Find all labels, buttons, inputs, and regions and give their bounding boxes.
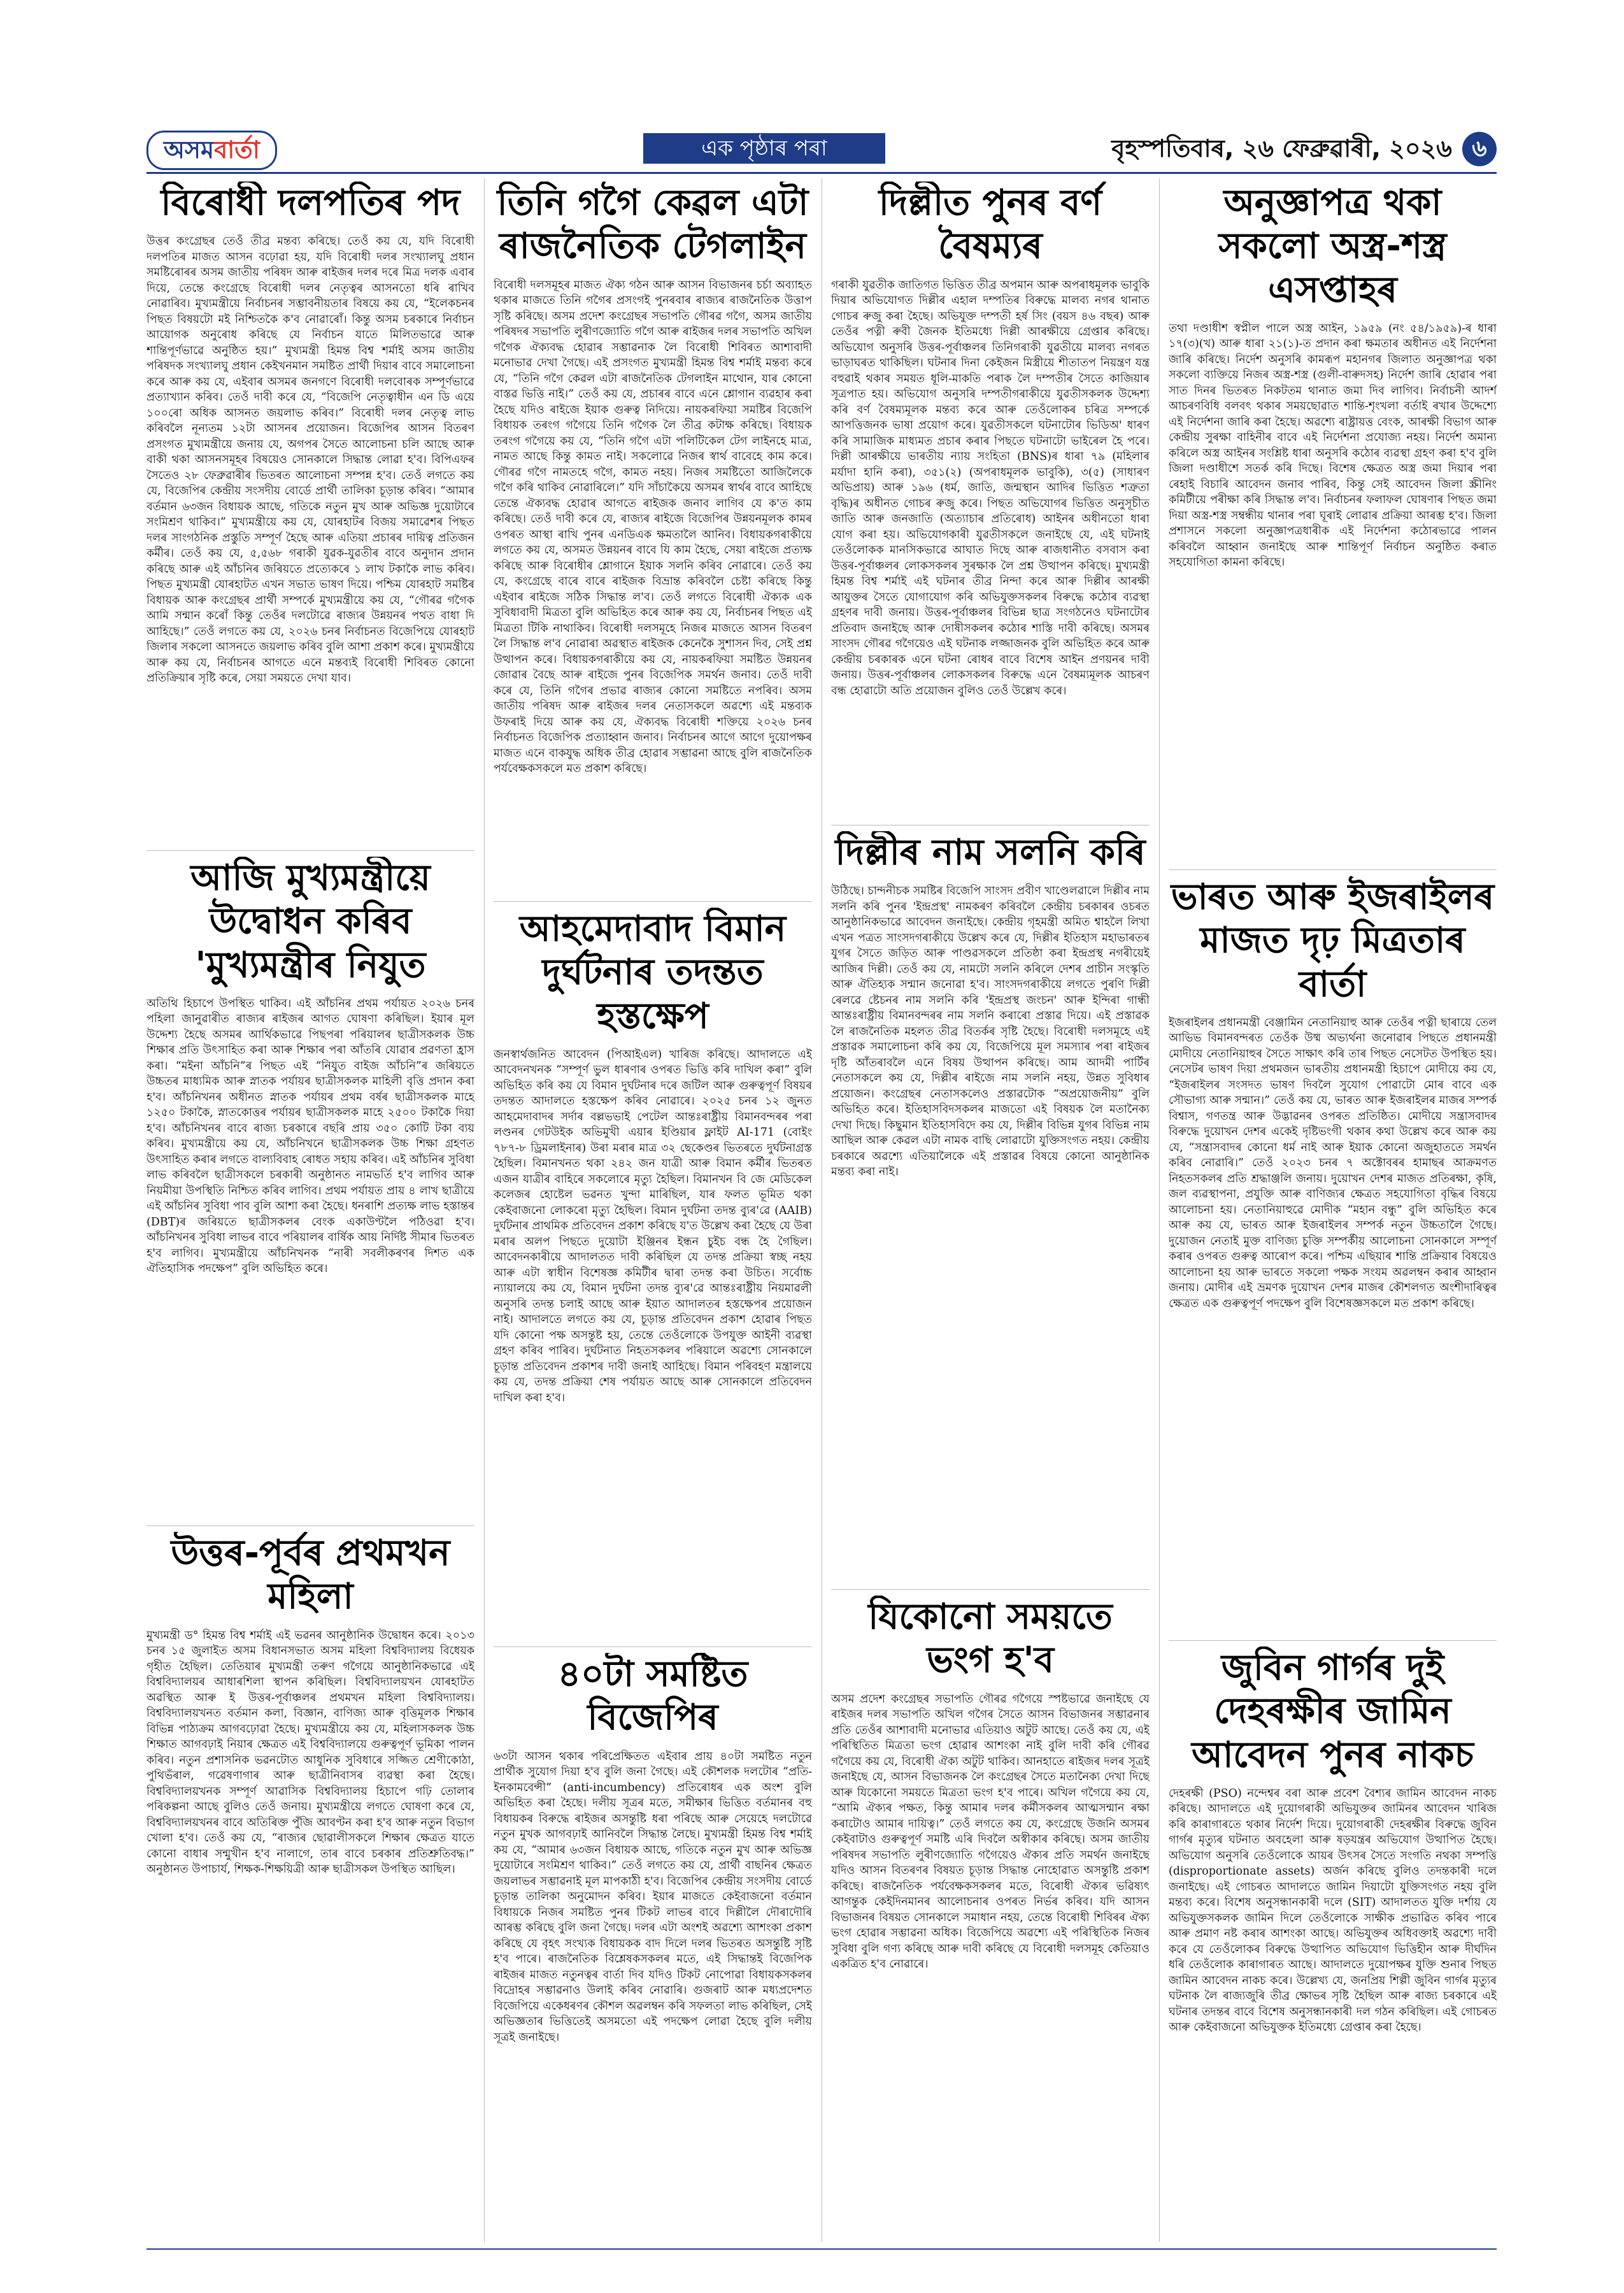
article-divider bbox=[146, 1525, 474, 1526]
article-zubeen-garg-bail bbox=[1169, 1647, 1497, 2239]
article-arms-license bbox=[1169, 182, 1497, 863]
logo-accent-text: বার্তা bbox=[214, 136, 260, 164]
article-bjp-40-constituencies bbox=[494, 1653, 812, 2239]
page-number: ৬ bbox=[1462, 132, 1497, 166]
article-body: ইজৰাইলৰ প্ৰধানমন্ত্ৰী বেঞ্জামিন নেতানিয়াহু আৰু তেওঁৰ পত্নী ছাৰায়ে তেল আভিভ বিমানবন্দৰত তেওঁক উষ্ম অভ্যৰ্থনা জনোৱাৰ পিছতে প্ৰধানমন্ত্ৰী মোদীয়ে নেতানিয়াহুৰ সৈতে সাক্ষাৎ কৰি তাৰ পিছত নেসেটত উপস্থিত হয়। নেসেটৰ ভাষণ দিয়া প্ৰথমজন ভাৰতীয় প্ৰধানমন্ত্ৰী হিচাপে মোদীয়ে কয় যে, “ইজৰাইলৰ সংসদত ভাষণ দিবলৈ সুযোগ পোৱাটো মোৰ বাবে এক সৌভাগ্য আৰু সন্মান।” তেওঁ কয় যে, ভাৰত আৰু ইজৰাইলৰ মাজৰ সম্পৰ্ক বিশ্বাস, গণতন্ত্ৰ আৰু উদ্ভাৱনৰ ওপৰত প্ৰতিষ্ঠিত। মোদীয়ে সন্ত্ৰাসবাদৰ বিৰুদ্ধে দুয়োখন দেশৰ একেই দৃষ্টিভংগী থকাৰ কথা উল্লেখ কৰে আৰু কয় যে, “সন্ত্ৰাসবাদৰ কোনো ধৰ্ম নাই আৰু ইয়াক কোনো অজুহাততে সমৰ্থন কৰিব নোৱাৰি।” তেওঁ ২০২৩ চনৰ ৭ অক্টোবৰৰ হামাছৰ আক্ৰমণত নিহতসকলৰ প্ৰতি শ্ৰদ্ধাঞ্জলি জনায়। দুয়োখন দেশৰ মাজত প্ৰতিৰক্ষা, কৃষি, জল ব্যৱস্থাপনা, প্ৰযুক্তি আৰু বাণিজ্যৰ ক্ষেত্ৰত সহযোগিতা বৃদ্ধিৰ বিষয়ে আলোচনা হয়। নেতানিয়াহুৱে মোদীক “মহান বন্ধু” বুলি অভিহিত কৰে আৰু কয় যে, ভাৰত আৰু ইজৰাইলৰ সম্পৰ্ক নতুন উচ্চতালৈ গৈছে। দুয়োজন নেতাই মুক্ত বাণিজ্য চুক্তি সম্পৰ্কীয় আলোচনা সোনকালে সম্পূৰ্ণ কৰাৰ ওপৰত গুৰুত্ব আৰোপ কৰে। পশ্চিম এছিয়াৰ শান্তি প্ৰক্ৰিয়াৰ বিষয়েও আলোচনা হয় আৰু ভাৰতে সকলো পক্ষক সংযম অৱলম্বন কৰাৰ আহ্বান জনায়। মোদীৰ এই ভ্ৰমণক দুয়োখন দেশৰ মাজৰ কৌশলগত অংশীদাৰিত্বৰ ক্ষেত্ৰত এক গুৰুত্বপূৰ্ণ পদক্ষেপ বুলি বিশেষজ্ঞসকলে মত প্ৰকাশ কৰিছে। bbox=[1169, 1016, 1497, 1310]
section-label: এক পৃষ্ঠাৰ পৰা bbox=[643, 133, 885, 164]
headline: তিনি গগৈ কেৱল এটা ৰাজনৈতিক টেগলাইন bbox=[497, 182, 809, 268]
article-divider bbox=[831, 1589, 1150, 1590]
article-divider bbox=[494, 901, 812, 902]
article-body: অসম প্ৰদেশ কংগ্ৰেছৰ সভাপতি গৌৰৱ গগৈয়ে স্পষ্টভাৱে জনাইছে যে ৰাইজৰ দলৰ সভাপতি অখিল গগৈৰ সৈতে আসন বিভাজনৰ সম্ভাৱনাৰ প্ৰতি তেওঁৰ আশাবাদী মনোভাৱ এতিয়াও অটুট আছে। তেওঁ কয় যে, এই পৰিস্থিতিত মিত্ৰতা ভংগ হোৱাৰ আশংকা নাই বুলি দাবী কৰি গৌৰৱ গগৈয়ে কয় যে, বিৰোধী ঐক্য অটুট থাকিব। আনহাতে ৰাইজৰ দলৰ সূত্ৰই জনাইছে যে, আসন বিভাজনক লৈ কংগ্ৰেছৰ সৈতে মতানৈক্য দেখা দিছে আৰু যিকোনো সময়তে মিত্ৰতা ভংগ হ'ব পাৰে। অখিল গগৈয়ে কয় যে, “আমি ঐক্যৰ পক্ষত, কিন্তু আমাৰ দলৰ কৰ্মীসকলৰ আত্মসন্মান ৰক্ষা কৰাটোও আমাৰ দায়িত্ব।” তেওঁ লগতে কয় যে, কংগ্ৰেছে উজনি অসমৰ কেইবাটাও গুৰুত্বপূৰ্ণ সমষ্টি এৰি দিবলৈ অস্বীকাৰ কৰিছে। অসম জাতীয় পৰিষদৰ সভাপতি লুৰীণজ্যোতি গগৈয়েও ঐক্যৰ প্ৰতি সমৰ্থন জনাইছে যদিও আসন বিতৰণৰ বিষয়ত চূড়ান্ত সিদ্ধান্ত নোহোৱাত অসন্তুষ্টি প্ৰকাশ কৰিছে। ৰাজনৈতিক পৰ্যবেক্ষকসকলৰ মতে, বিৰোধী ঐক্যৰ ভৱিষ্যৎ আগন্তুক কেইদিনমানৰ আলোচনাৰ ওপৰত নিৰ্ভৰ কৰিব। যদি আসন বিভাজনৰ বিষয়ত সোনকালে সমাধান নহয়, তেন্তে বিৰোধী শিবিৰৰ ঐক্য ভংগ হোৱাৰ সম্ভাৱনা অধিক। বিজেপিয়ে অৱশ্যে এই পৰিস্থিতিক নিজৰ সুবিধা বুলি গণ্য কৰিছে আৰু দাবী কৰিছে যে বিৰোধী দলসমূহ কেতিয়াও একত্ৰিত হ'ব নোৱাৰে। bbox=[831, 1692, 1150, 1971]
masthead-rule bbox=[146, 172, 1497, 174]
article-body: দেহৰক্ষী (PSO) নন্দেশ্বৰ বৰা আৰু প্ৰবেশ বৈশ্যৰ জামিন আবেদন নাকচ কৰিছে। আদালতে এই দুয়োগৰাকী অভিযুক্তৰ জামিনৰ আবেদন খাৰিজ কৰি কাৰাগাৰতে থকাৰ নিৰ্দেশ দিয়ে। দুয়োগৰাকী দেহৰক্ষীৰ বিৰুদ্ধে জুবিন গাৰ্গৰ মৃত্যুৰ ঘটনাত অবহেলা আৰু ষড়যন্ত্ৰৰ অভিযোগ উত্থাপিত হৈছে। অভিযোগ অনুসৰি তেওঁলোকে আয়ৰ উৎসৰ সৈতে সংগতি নথকা সম্পত্তি (disproportionate assets) অৰ্জন কৰিছে বুলিও তদন্তকাৰী দলে জনাইছে। এই গোচৰত আদালতে জামিন দিয়াটো যুক্তিসংগত নহয় বুলি মন্তব্য কৰে। বিশেষ অনুসন্ধানকাৰী দলে (SIT) আদালতত যুক্তি দৰ্শায় যে অভিযুক্তসকলক জামিন দিলে তেওঁলোকে সাক্ষীক প্ৰভাৱিত কৰিব পাৰে আৰু প্ৰমাণ নষ্ট কৰাৰ আশংকা আছে। অভিযুক্তৰ অধিবক্তাই অৱশ্যে দাবী কৰে যে তেওঁলোকৰ বিৰুদ্ধে উত্থাপিত অভিযোগ ভিত্তিহীন আৰু দীৰ্ঘদিন ধৰি তেওঁলোক কাৰাগাৰত আছে। আদালতে দুয়োপক্ষৰ যুক্তি শুনাৰ পিছত জামিন আবেদন নাকচ কৰে। উল্লেখ্য যে, জনপ্ৰিয় শিল্পী জুবিন গাৰ্গৰ মৃত্যুৰ ঘটনাক লৈ ৰাজ্যজুৰি তীব্ৰ ক্ষোভৰ সৃষ্টি হৈছিল আৰু ৰাজ্য চৰকাৰে এই ঘটনাৰ তদন্তৰ বাবে বিশেষ অনুসন্ধানকাৰী দল গঠন কৰিছিল। এই গোচৰত আৰু কেইবাজনো অভিযুক্তক ইতিমধ্যে গ্ৰেপ্তাৰ কৰা হৈছে। bbox=[1169, 1787, 1497, 2034]
footer-rule bbox=[146, 2248, 1497, 2250]
article-ahmedabad-crash bbox=[494, 908, 812, 1640]
article-alliance-break bbox=[831, 1596, 1150, 2239]
headline: আহমেদাবাদ বিমান দুৰ্ঘটনাৰ তদন্তত হস্তক্ষেপ bbox=[519, 908, 787, 1037]
article-opposition-leader bbox=[146, 182, 474, 844]
masthead bbox=[146, 131, 1497, 169]
article-body: গৰাকী যুৱতীক জাতিগত ভিত্তিত তীব্ৰ অপমান আৰু অপৰাধমূলক ভাবুকি দিয়াৰ অভিযোগত দিল্লীৰ এহাল দম্পতিৰ বিৰুদ্ধে মালব্য নগৰ থানাত গোচৰ ৰুজু কৰা হৈছে। অভিযুক্ত দম্পতী হৰ্ষ সিং (বয়স ৪৬ বছৰ) আৰু তেওঁৰ পত্নী ৰুবী জৈনক ইতিমধ্যে দিল্লী আৰক্ষীয়ে গ্ৰেপ্তাৰ কৰিছে। অভিযোগ অনুসৰি উত্তৰ-পূৰ্বাঞ্চলৰ তিনিগৰাকী যুৱতীয়ে মালব্য নগৰত ভাড়াঘৰত থাকিছিল। ঘটনাৰ দিনা কেইজন মিস্ত্ৰীয়ে শীতাতপ নিয়ন্ত্ৰণ যন্ত্ৰ বহুৱাই থকাৰ সময়ত ধূলি-মাকতি পৰাক লৈ দম্পতীৰ সৈতে কাজিয়াৰ সূত্ৰপাত হয়। অভিযোগ অনুসৰি দম্পতীগৰাকীয়ে যুৱতীসকলক উদ্দেশ্য কৰি বৰ্ণ বৈষম্যমূলক মন্তব্য কৰে আৰু তেওঁলোকৰ চৰিত্ৰ সম্পৰ্কে আপত্তিজনক ভাষা প্ৰয়োগ কৰে। যুৱতীসকলে ঘটনাটোৰ ভিডিঅ' ধাৰণ কৰি সামাজিক মাধ্যমত প্ৰচাৰ কৰাৰ পিছতে ঘটনাটো ভাইৰেল হৈ পৰে। দিল্লী আৰক্ষীয়ে ভাৰতীয় ন্যায় সংহিতা (BNS)ৰ ধাৰা ৭৯ (মহিলাৰ মৰ্যাদা হানি কৰা), ৩৫১(২) (অপৰাধমূলক ভাবুকি), ৩(৫) (সাধাৰণ অভিপ্ৰায়) আৰু ১৯৬ (ধৰ্ম, জাতি, জন্মস্থান আদিৰ ভিত্তিত শত্ৰুতা বৃদ্ধি)ৰ অধীনত গোচৰ ৰুজু কৰে। পিছত অভিযোগৰ ভিত্তিত অনুসূচীত জাতি আৰু জনজাতি (অত্যাচাৰ প্ৰতিৰোধ) আইনৰ অধীনতো ধাৰা যোগ কৰা হয়। অভিযোগকাৰী যুৱতীসকলে জনাইছে যে, এই ঘটনাই তেওঁলোকক মানসিকভাৱে আঘাত দিছে আৰু ৰাজধানীত বসবাস কৰা উত্তৰ-পূৰ্বাঞ্চলৰ লোকসকলৰ সুৰক্ষাক লৈ প্ৰশ্ন উত্থাপন কৰিছে। মুখ্যমন্ত্ৰী হিমন্ত বিশ্ব শৰ্মাই এই ঘটনাৰ তীব্ৰ নিন্দা কৰে আৰু দিল্লীৰ আৰক্ষী আয়ুক্তৰ সৈতে যোগাযোগ কৰি অভিযুক্তসকলৰ বিৰুদ্ধে কঠোৰ ব্যৱস্থা গ্ৰহণৰ দাবী জনায়। উত্তৰ-পূৰ্বাঞ্চলৰ বিভিন্ন ছাত্ৰ সংগঠনেও ঘটনাটোৰ প্ৰতিবাদ জনাইছে আৰু দোষীসকলৰ কঠোৰ শাস্তি দাবী কৰিছে। অসমৰ সাংসদ গৌৰৱ গগৈয়েও এই ঘটনাক লজ্জাজনক বুলি অভিহিত কৰে আৰু কেন্দ্ৰীয় চৰকাৰক এনে ঘটনা ৰোধৰ বাবে বিশেষ আইন প্ৰণয়নৰ দাবী জনায়। উত্তৰ-পূৰ্বাঞ্চলৰ লোকসকলৰ বিৰুদ্ধে এনে বৈষম্যমূলক আচৰণ বন্ধ হোৱাটো অতি প্ৰয়োজন বুলিও তেওঁ উল্লেখ কৰে। bbox=[831, 278, 1150, 697]
headline: দিল্লীত পুনৰ বৰ্ণ বৈষম্যৰ bbox=[878, 182, 1102, 268]
logo-text: অসম bbox=[164, 136, 215, 164]
article-body: অতিথি হিচাপে উপস্থিত থাকিব। এই আঁচনিৰ প্ৰথম পৰ্যায়ত ২০২৬ চনৰ পহিলা জানুৱাৰীত ৰাজ্যৰ ৰাইজৰ আগত ঘোষণা কৰিছিল। ইয়াৰ মূল উদ্দেশ্য হৈছে অসমৰ আৰ্থিকভাৱে পিছপৰা পৰিয়ালৰ ছাত্ৰীসকলক উচ্চ শিক্ষাৰ প্ৰতি উৎসাহিত কৰা আৰু শিক্ষাৰ পৰা আঁতৰি যোৱাৰ প্ৰৱণতা হ্ৰাস কৰা। “মইনা আঁচনি”ৰ পিছত এই “নিযুত বাইজ আঁচনি”ৰ জৰিয়তে উচ্চতৰ মাধ্যমিক আৰু স্নাতক পৰ্যায়ৰ ছাত্ৰীসকলক মাহিলী বৃত্তি প্ৰদান কৰা হ'ব। আঁচনিখনৰ অধীনত স্নাতক পৰ্যায়ৰ প্ৰথম বৰ্ষৰ ছাত্ৰীসকলক মাহে ১২৫০ টকাকৈ, স্নাতকোত্তৰ পৰ্যায়ৰ ছাত্ৰীসকলক মাহে ২৫০০ টকাকৈ দিয়া হ'ব। আঁচনিখনৰ বাবে ৰাজ্য চৰকাৰে বছৰি প্ৰায় ৩৫০ কোটি টকা ব্যয় কৰিব। মুখ্যমন্ত্ৰীয়ে কয় যে, আঁচনিখনে ছাত্ৰীসকলক উচ্চ শিক্ষা গ্ৰহণত উৎসাহিত কৰাৰ লগতে বাল্যবিবাহ ৰোধত সহায় কৰিব। এই আঁচনিৰ সুবিধা লাভ কৰিবলৈ ছাত্ৰীসকলে চৰকাৰী অনুষ্ঠানত নামভৰ্তি হ'ব লাগিব আৰু নিয়মীয়া উপস্থিতি নিশ্চিত কৰিব লাগিব। প্ৰথম পৰ্যায়ত প্ৰায় ৪ লাখ ছাত্ৰীয়ে এই আঁচনিৰ সুবিধা পাব বুলি আশা কৰা হৈছে। ধনৰাশি প্ৰত্যক্ষ লাভ হস্তান্তৰ (DBT)ৰ জৰিয়তে ছাত্ৰীসকলৰ বেংক একাউণ্টলৈ পঠিওৱা হ'ব। আঁচনিখনৰ সুবিধা লাভৰ বাবে পৰিয়ালৰ বাৰ্ষিক আয় নিৰ্দিষ্ট সীমাৰ ভিতৰত হ'ব লাগিব। মুখ্যমন্ত্ৰীয়ে আঁচনিখনক “নাৰী সবলীকৰণৰ দিশত এক ঐতিহাসিক পদক্ষেপ” বুলি অভিহিত কৰে। bbox=[146, 997, 474, 1276]
article-body: তথা দণ্ডাধীশ স্বপ্নীল পালে অস্ত্ৰ আইন, ১৯৫৯ (নং ৫৪/১৯৫৯)-ৰ ধাৰা ১৭(৩)(খ) আৰু ধাৰা ২১(১)-ত প্ৰদান কৰা ক্ষমতাৰ অধীনত এই নিৰ্দেশনা জাৰি কৰিছে। নিৰ্দেশ অনুসৰি কামৰূপ মহানগৰ জিলাত অনুজ্ঞাপত্ৰ থকা সকলো ব্যক্তিয়ে নিজৰ অস্ত্ৰ-শস্ত্ৰ (গুলী-বাৰুদসহ) নিৰ্দেশ জাৰি হোৱাৰ পৰা সাত দিনৰ ভিতৰত নিকটতম থানাত জমা দিব লাগিব। নিৰ্বাচনী আদৰ্শ আচৰণবিধি বলবৎ থকাৰ সময়ছোৱাত শান্তি-শৃংখলা বৰ্তাই ৰখাৰ উদ্দেশ্যে এই নিৰ্দেশনা জাৰি কৰা হৈছে। অৱশ্যে ৰাষ্ট্ৰায়ত্ত বেংক, আৰক্ষী বিভাগ আৰু কেন্দ্ৰীয় সুৰক্ষা বাহিনীৰ বাবে এই নিৰ্দেশনা প্ৰযোজ্য নহয়। নিৰ্দেশ অমান্য কৰিলে অস্ত্ৰ আইনৰ সংশ্লিষ্ট ধাৰা অনুসৰি কঠোৰ ব্যৱস্থা গ্ৰহণ কৰা হ'ব বুলি জিলা দণ্ডাধীশে সতৰ্ক কৰি দিছে। বিশেষ ক্ষেত্ৰত অস্ত্ৰ জমা দিয়াৰ পৰা ৰেহাই বিচাৰি আবেদন জনাব পাৰিব, কিন্তু সেই আবেদন জিলা স্ক্ৰীনিং কমিটীয়ে পৰীক্ষা কৰি সিদ্ধান্ত ল'ব। নিৰ্বাচনৰ ফলাফল ঘোষণাৰ পিছত জমা দিয়া অস্ত্ৰ-শস্ত্ৰ সম্বন্ধীয় থানাৰ পৰা ঘূৰাই লোৱাৰ প্ৰক্ৰিয়া আৰম্ভ হ'ব। জিলা প্ৰশাসনে সকলো অনুজ্ঞাপত্ৰধাৰীক এই নিৰ্দেশনা কঠোৰভাৱে পালন কৰিবলৈ আহ্বান জনাইছে আৰু শান্তিপূৰ্ণ নিৰ্বাচন অনুষ্ঠিত কৰাত সহযোগিতা কামনা কৰিছে। bbox=[1169, 322, 1497, 569]
headline: যিকোনো সময়তে ভংগ হ'ব bbox=[868, 1596, 1113, 1682]
article-body: মুখ্যমন্ত্ৰী ড° হিমন্ত বিশ্ব শৰ্মাই এই ভৱনৰ আনুষ্ঠানিক উদ্বোধন কৰে। ২০১৩ চনৰ ১৫ জুলাইত অসম বিধানসভাত অসম মহিলা বিশ্ববিদ্যালয় বিধেয়ক গৃহীত হৈছিল। তেতিয়াৰ মুখ্যমন্ত্ৰী তৰুণ গগৈয়ে আনুষ্ঠানিকভাৱে এই বিশ্ববিদ্যালয়ৰ আধাৰশিলা স্থাপন কৰিছিল। বিশ্ববিদ্যালয়খন যোৰহাটত অৱস্থিত আৰু ই উত্তৰ-পূৰ্বাঞ্চলৰ প্ৰথমখন মহিলা বিশ্ববিদ্যালয়। বিশ্ববিদ্যালয়খনত বৰ্তমান কলা, বিজ্ঞান, বাণিজ্য আৰু বৃত্তিমূলক শিক্ষাৰ বিভিন্ন পাঠ্যক্ৰম আগবঢ়োৱা হৈছে। মুখ্যমন্ত্ৰীয়ে কয় যে, মহিলাসকলক উচ্চ শিক্ষাত আগবঢ়াই নিয়াৰ ক্ষেত্ৰত এই বিশ্ববিদ্যালয়ে গুৰুত্বপূৰ্ণ ভূমিকা পালন কৰিব। নতুন প্ৰশাসনিক ভৱনটোত আধুনিক সুবিধাৰে সজ্জিত শ্ৰেণীকোঠা, পুথিভঁৰাল, গৱেষণাগাৰ আৰু ছাত্ৰীনিবাসৰ ব্যৱস্থা কৰা হৈছে। বিশ্ববিদ্যালয়খনক সম্পূৰ্ণ আৱাসিক বিশ্ববিদ্যালয় হিচাপে গঢ়ি তোলাৰ পৰিকল্পনা আছে বুলিও তেওঁ জনায়। মুখ্যমন্ত্ৰীয়ে লগতে ঘোষণা কৰে যে, বিশ্ববিদ্যালয়খনৰ বাবে অতিৰিক্ত পুঁজি আবণ্টন কৰা হ'ব আৰু নতুন বিভাগ খোলা হ'ব। তেওঁ কয় যে, “ৰাজ্যৰ ছোৱালীসকলে শিক্ষাৰ ক্ষেত্ৰত যাতে কোনো বাধাৰ সন্মুখীন হ'ব নালাগে, তাৰ বাবে চৰকাৰ প্ৰতিশ্ৰুতিবদ্ধ।” অনুষ্ঠানত উপাচাৰ্য, শিক্ষক-শিক্ষয়িত্ৰী আৰু ছাত্ৰীসকল উপস্থিত আছিল। bbox=[146, 1629, 474, 1876]
article-divider bbox=[1169, 1640, 1497, 1641]
headline: দিল্লীৰ নাম সলনি কৰি bbox=[835, 832, 1146, 873]
article-delhi-rename bbox=[831, 831, 1150, 1583]
newspaper-logo[interactable] bbox=[146, 131, 277, 170]
article-divider bbox=[146, 850, 474, 851]
issue-date: বৃহস্পতিবাৰ, ২৬ ফেব্ৰুৱাৰী, ২০২৬ bbox=[1111, 134, 1452, 162]
article-cm-appointment bbox=[146, 857, 474, 1519]
article-divider bbox=[1169, 869, 1497, 870]
column-divider bbox=[1159, 178, 1160, 2242]
article-body: উঠিছে। চান্দনীচক সমষ্টিৰ বিজেপি সাংসদ প্ৰবীণ খাণ্ডেলৱালে দিল্লীৰ নাম সলনি কৰি পুনৰ 'ইন্দ্ৰপ্ৰস্থ' নামকৰণ কৰিবলৈ কেন্দ্ৰীয় চৰকাৰৰ ওচৰত আনুষ্ঠানিকভাৱে আবেদন জনাইছে। কেন্দ্ৰীয় গৃহমন্ত্ৰী অমিত শ্বাহলৈ লিখা এখন পত্ৰত সাংসদগৰাকীয়ে উল্লেখ কৰে যে, দিল্লীৰ ইতিহাস মহাভাৰতৰ যুগৰ সৈতে জড়িত আৰু পাণ্ডৱসকলে প্ৰতিষ্ঠা কৰা ইন্দ্ৰপ্ৰস্থ নগৰীয়েই আজিৰ দিল্লী। তেওঁ কয় যে, নামটো সলনি কৰিলে দেশৰ প্ৰাচীন সংস্কৃতি আৰু ঐতিহ্যক সন্মান জনোৱা হ'ব। সাংসদগৰাকীয়ে লগতে পুৰণি দিল্লী ৰেলৱে ষ্টেচনৰ নাম সলনি কৰি 'ইন্দ্ৰপ্ৰস্থ জংচন' আৰু ইন্দিৰা গান্ধী আন্তঃৰাষ্ট্ৰীয় বিমানবন্দৰৰ নাম সলনি কৰাৰো প্ৰস্তাৱ দিয়ে। এই প্ৰস্তাৱক লৈ ৰাজনৈতিক মহলত তীব্ৰ বিতৰ্কৰ সৃষ্টি হৈছে। বিৰোধী দলসমূহে এই প্ৰস্তাৱক সমালোচনা কৰি কয় যে, বিজেপিয়ে মূল সমস্যাৰ পৰা ৰাইজৰ দৃষ্টি আঁতৰাবলৈ এনে বিষয় উত্থাপন কৰিছে। আম আদমী পাৰ্টিৰ নেতাসকলে কয় যে, দিল্লীৰ ৰাইজে নাম সলনি নহয়, উন্নত সুবিধাৰ প্ৰয়োজন। কংগ্ৰেছৰ নেতাসকলেও প্ৰস্তাৱটোক “অপ্ৰয়োজনীয়” বুলি অভিহিত কৰে। ইতিহাসবিদসকলৰ মাজতো এই বিষয়ক লৈ মতানৈক্য দেখা দিছে। কিছুমান ইতিহাসবিদে কয় যে, দিল্লীৰ বিভিন্ন যুগৰ বিভিন্ন নাম আছিল আৰু কেৱল এটা নামক বাছি লোৱাটো যুক্তিসংগত নহয়। কেন্দ্ৰীয় চৰকাৰে অৱশ্যে এতিয়ালৈকে এই প্ৰস্তাৱৰ বিষয়ে কোনো আনুষ্ঠানিক মন্তব্য কৰা নাই। bbox=[831, 885, 1150, 1179]
article-body: ৬৩টা আসন থকাৰ পৰিপ্ৰেক্ষিতত এইবাৰ প্ৰায় ৪০টা সমষ্টিত নতুন প্ৰাৰ্থীক সুযোগ দিয়া হ'ব বুলি জনা গৈছে। এই কৌশলক দলটোৰ “প্ৰতি-ইনকামবেন্সী” (anti-incumbency) প্ৰতিৰোধৰ এক অংশ বুলি অভিহিত কৰা হৈছে। দলীয় সূত্ৰৰ মতে, সমীক্ষাৰ ভিত্তিত বৰ্তমানৰ বহু বিধায়কৰ বিৰুদ্ধে ৰাইজৰ অসন্তুষ্টি ধৰা পৰিছে আৰু সেয়েহে দলটোৱে নতুন মুখক আগবঢ়াই আনিবলৈ সিদ্ধান্ত লৈছে। মুখ্যমন্ত্ৰী হিমন্ত বিশ্ব শৰ্মাই কয় যে, “আমাৰ ৬৩জন বিধায়ক আছে, গতিকে নতুন মুখ আৰু অভিজ্ঞ দুয়োটাৰে সংমিশ্ৰণ থাকিব।” তেওঁ লগতে কয় যে, প্ৰাৰ্থী বাছনিৰ ক্ষেত্ৰত জয়লাভৰ সম্ভাৱনাই মূল মাপকাঠী হ'ব। বিজেপিৰ কেন্দ্ৰীয় সংসদীয় বোৰ্ডে চূড়ান্ত তালিকা অনুমোদন কৰিব। ইয়াৰ মাজতে কেইবাজনো বৰ্তমান বিধায়কে নিজৰ সমষ্টিত পুনৰ টিকট লাভৰ বাবে দিল্লীলৈ দৌৰাদৌৰি আৰম্ভ কৰিছে বুলি জনা গৈছে। দলৰ এটা অংশই অৱশ্যে আশংকা প্ৰকাশ কৰিছে যে বৃহৎ সংখ্যক বিধায়কক বাদ দিলে দলৰ ভিতৰত অসন্তুষ্টি সৃষ্টি হ'ব পাৰে। ৰাজনৈতিক বিশ্লেষকসকলৰ মতে, এই সিদ্ধান্তই বিজেপিক ৰাইজৰ মাজত নতুনত্বৰ বাৰ্তা দিব যদিও টিকট নোপোৱা বিধায়কসকলৰ বিদ্ৰোহৰ সম্ভাৱনাও উলাই কৰিব নোৱাৰি। গুজৰাট আৰু মধ্যপ্ৰদেশত বিজেপিয়ে একেধৰণৰ কৌশল অৱলম্বন কৰি সফলতা লাভ কৰিছিল, সেই অভিজ্ঞতাৰ ভিত্তিতেই অসমতো এই পদক্ষেপ লোৱা হৈছে বুলি দলীয় সূত্ৰই জনাইছে। bbox=[494, 1750, 812, 2044]
article-body: জনস্বাৰ্থজনিত আবেদন (পিআইএল) খাৰিজ কৰিছে। আদালতে এই আবেদনখনক “সম্পূৰ্ণ ভুল ধাৰণাৰ ওপৰত ভিত্তি কৰি দাখিল কৰা” বুলি অভিহিত কৰি কয় যে বিমান দুৰ্ঘটনাৰ দৰে জটিল আৰু গুৰুত্বপূৰ্ণ বিষয়ৰ তদন্তত আদালতে হস্তক্ষেপ কৰিব নোৱাৰে। ২০২৫ চনৰ ১২ জুনত আহমেদাবাদৰ সৰ্দাৰ বল্লভভাই পেটেল আন্তঃৰাষ্ট্ৰীয় বিমানবন্দৰৰ পৰা লণ্ডনৰ গেটউইক অভিমুখী এয়াৰ ইণ্ডিয়াৰ ফ্লাইট AI-171 (বোইং ৭৮৭-৮ ড্ৰিমলাইনাৰ) উৰা মৰাৰ মাত্ৰ ৩২ ছেকেণ্ডৰ ভিতৰতে দুৰ্ঘটনাগ্ৰস্ত হৈছিল। বিমানখনত থকা ২৪২ জন যাত্ৰী আৰু বিমান কৰ্মীৰ ভিতৰত এজন যাত্ৰীৰ বাহিৰে সকলোৰে মৃত্যু হৈছিল। বিমানখন বি জে মেডিকেল কলেজৰ হোষ্টেল ভৱনত খুন্দা মাৰিছিল, যাৰ ফলত ভূমিত থকা কেইবাজনো লোকৰো মৃত্যু হৈছিল। বিমান দুৰ্ঘটনা তদন্ত ব্যুৰ'ৱে (AAIB) দুৰ্ঘটনাৰ প্ৰাথমিক প্ৰতিবেদন প্ৰকাশ কৰিছে য'ত উল্লেখ কৰা হৈছে যে উৰা মৰাৰ অলপ পিছতে দুয়োটা ইঞ্জিনৰ ইন্ধন চুইচ বন্ধ হৈ গৈছিল। আবেদনকাৰীয়ে আদালতত দাবী কৰিছিল যে তদন্ত প্ৰক্ৰিয়া স্বচ্ছ নহয় আৰু এটা স্বাধীন বিশেষজ্ঞ কমিটীৰ দ্বাৰা তদন্ত কৰা উচিত। সৰ্বোচ্চ ন্যায়ালয়ে কয় যে, বিমান দুৰ্ঘটনা তদন্ত ব্যুৰ'ৱে আন্তঃৰাষ্ট্ৰীয় নিয়মাৱলী অনুসৰি তদন্ত চলাই আছে আৰু ইয়াত আদালতৰ হস্তক্ষেপৰ প্ৰয়োজন নাই। আদালতে লগতে কয় যে, চূড়ান্ত প্ৰতিবেদন প্ৰকাশ হোৱাৰ পিছত যদি কোনো পক্ষ অসন্তুষ্ট হয়, তেন্তে তেওঁলোকে উপযুক্ত আইনী ব্যৱস্থা গ্ৰহণ কৰিব পাৰিব। দুৰ্ঘটনাত নিহতসকলৰ পৰিয়ালে অৱশ্যে সোনকালে চূড়ান্ত প্ৰতিবেদন প্ৰকাশৰ দাবী জনাই আহিছে। বিমান পৰিবহণ মন্ত্ৰালয়ে কয় যে, তদন্ত প্ৰক্ৰিয়া শেষ পৰ্যায়ত আছে আৰু সোনকালে প্ৰতিবেদন দাখিল কৰা হ'ব। bbox=[494, 1048, 812, 1404]
article-body: বিৰোধী দলসমূহৰ মাজত ঐক্য গঠন আৰু আসন বিভাজনৰ চৰ্চা অব্যাহত থকাৰ মাজতে তিনি গগৈৰ প্ৰসংগই পুনৰবাৰ ৰাজ্যৰ ৰাজনৈতিক উত্তাপ সৃষ্টি কৰিছে। অসম প্ৰদেশ কংগ্ৰেছৰ সভাপতি গৌৰৱ গগৈ, অসম জাতীয় পৰিষদৰ সভাপতি লুৰীণজ্যোতি গগৈ আৰু ৰাইজৰ দলৰ সভাপতি অখিল গগৈক ঐক্যবদ্ধ হোৱাৰ সম্ভাৱনাক লৈ বিৰোধী শিবিৰত আশাবাদী মনোভাৱ দেখা গৈছে। এই প্ৰসংগত মুখ্যমন্ত্ৰী হিমন্ত বিশ্ব শৰ্মাই মন্তব্য কৰে যে, “তিনি গগৈ কেৱল এটা ৰাজনৈতিক টেগলাইন মাথোন, যাৰ কোনো বাস্তৱ ভিত্তি নাই।” তেওঁ কয় যে, প্ৰচাৰৰ বাবে এনে শ্লোগান ব্যৱহাৰ কৰা হৈছে যদিও ৰাইজে ইয়াক গুৰুত্ব নিদিয়ে। নায়কৰফিয়া সমষ্টিৰ বিজেপি বিধায়ক তৰংগ গগৈয়ে তিনি গগৈক লৈ তীব্ৰ কটাক্ষ কৰিছে। বিধায়ক তৰংগ গগৈয়ে কয় যে, “তিনি গগৈ এটা পলিটিকেল টেগ লাইনহে মাত্ৰ, নামত আছে কিন্তু কামত নাই। সকলোৱে নিজৰ স্বাৰ্থ বাবেহে কাম কৰে। গৌৰৱ গগৈ নামতহে গগৈ, কামত নহয়। নিজৰ সমষ্টিতো আজিলৈকে গগৈ কৰি থাকিব নোৱাৰিলে।” যদি সাঁচাকৈয়ে অসমৰ স্বাৰ্থৰ বাবে আহিছে তেন্তে ঐক্যবদ্ধ হোৱাৰ আগতে ৰাইজক জনাব লাগিব যে ক'ত কাম কৰিছে। তেওঁ দাবী কৰে যে, ৰাজ্যৰ ৰাইজে বিজেপিৰ উন্নয়নমূলক কামৰ ওপৰত আস্থা ৰাখি পুনৰ এনডিএক ক্ষমতালৈ আনিব। বিধায়কগৰাকীয়ে লগতে কয় যে, অসমত উন্নয়নৰ বাবে যি কাম হৈছে, সেয়া ৰাইজে প্ৰত্যক্ষ কৰিছে আৰু বিৰোধীৰ শ্লোগানে ইয়াক সলনি কৰিব নোৱাৰে। তেওঁ কয় যে, কংগ্ৰেছে বাৰে বাৰে ৰাইজক বিভ্ৰান্ত কৰিবলৈ চেষ্টা কৰিছে কিন্তু এইবাৰ ৰাইজে সঠিক সিদ্ধান্ত ল'ব। তেওঁ লগতে বিৰোধী ঐক্যক এক সুবিধাবাদী মিত্ৰতা বুলি অভিহিত কৰে আৰু কয় যে, নিৰ্বাচনৰ পিছত এই মিত্ৰতা টিকি নাথাকিব। বিৰোধী দলসমূহে নিজৰ মাজতে আসন বিতৰণ লৈ সিদ্ধান্ত ল'ব নোৱাৰা অৱস্থাত ৰাইজক কেনেকৈ সুশাসন দিব, সেই প্ৰশ্ন উত্থাপন কৰে। বিধায়কগৰাকীয়ে কয় যে, নায়কৰফিয়া সমষ্টিত উন্নয়নৰ জোৱাৰ বৈছে আৰু ৰাইজে পুনৰ বিজেপিক সমৰ্থন জনাব। তেওঁ দাবী কৰে যে, তিনি গগৈৰ প্ৰভাৱ ৰাজ্যৰ কোনো সমষ্টিতে নপৰিব। অসম জাতীয় পৰিষদ আৰু ৰাইজৰ দলৰ নেতাসকলে অৱশ্যে এই মন্তব্যক উফৰাই দিয়ে আৰু কয় যে, ঐক্যবদ্ধ বিৰোধী শক্তিয়ে ২০২৬ চনৰ নিৰ্বাচনত বিজেপিক প্ৰত্যাহ্বান জনাব। নিৰ্বাচনৰ আগে আগে দুয়োপক্ষৰ মাজত এনে বাকযুদ্ধ অধিক তীব্ৰ হোৱাৰ সম্ভাৱনা আছে বুলি ৰাজনৈতিক পৰ্যবেক্ষকসকলে মত প্ৰকাশ কৰিছে। bbox=[494, 278, 812, 776]
headline: অনুজ্ঞাপত্ৰ থকা সকলো অস্ত্ৰ-শস্ত্ৰ এসপ্তাহৰ bbox=[1218, 182, 1447, 311]
article-delhi-discrimination bbox=[831, 182, 1150, 818]
headline: ভাৰত আৰু ইজৰাইলৰ মাজত দৃঢ় মিত্ৰতাৰ বাৰ্তা bbox=[1171, 876, 1495, 1005]
headline: জুবিন গাৰ্গৰ দুই দেহৰক্ষীৰ জামিন আবেদন পুনৰ নাকচ bbox=[1192, 1647, 1474, 1776]
article-northeast-women-university bbox=[146, 1532, 474, 2239]
article-india-israel bbox=[1169, 876, 1497, 1634]
column-divider bbox=[484, 178, 485, 2242]
article-three-gogoi bbox=[494, 182, 812, 895]
headline: আজি মুখ্যমন্ত্ৰীয়ে উদ্বোধন কৰিব 'মুখ্যমন্ত্ৰীৰ নিযুত bbox=[190, 857, 431, 986]
headline: ৪০টা সমষ্টিত বিজেপিৰ bbox=[557, 1654, 748, 1739]
article-body: উত্তৰ কংগ্ৰেছৰ তেওঁ তীব্ৰ মন্তব্য কৰিছে। তেওঁ কয় যে, যদি বিৰোধী দলপতিৰ মাজত আসন বঢ়োৱা হয়, যদি বিৰোধী দলৰ সংখ্যালঘু প্ৰধান সমষ্টিৰোৰৰ অসম জাতীয় পৰিষদ আৰু ৰাইজৰ দলৰ দৰে মিত্ৰ দলক এবাৰ দিয়ে, তেন্তে কংগ্ৰেছে বিৰোধী দলৰ নেতৃত্বৰ আসনতো ধৰি ৰাখিব নোৱাৰিব। মুখ্যমন্ত্ৰীয়ে নিৰ্বাচনৰ সম্ভাবনীয়তাৰ বিষয়ে কয় যে, “ইলেকচনৰ পিছত বিষয়টো মই নিশ্চিতকৈ ক'ব নোৱাৰোঁ। কিন্তু অসম চৰকাৰে নিৰ্বাচন আয়োগক অনুৰোধ কৰিছে যে নিৰ্বাচন যাতে মিলিতভাৱে আৰু শান্তিপূৰ্ণভাৱে অনুষ্ঠিত হয়।” মুখ্যমন্ত্ৰী হিমন্ত বিশ্ব শৰ্মাই অসম জাতীয় পৰিষদক সংখ্যালঘু প্ৰধান কেইখনমান সমষ্টিত প্ৰাৰ্থী দিয়াৰ বাবে সমালোচনা কৰে আৰু কয় যে, এইবাৰ অসমৰ জনগণে বিৰোধী দলবোৰক সম্পূৰ্ণভাৱে প্ৰত্যাখ্যান কৰিব। তেওঁ দাবী কৰে যে, “বিজেপি নেতৃত্বাধীন এন ডি এয়ে ১০০ৰো অধিক আসনত জয়লাভ কৰিব।” বিৰোধী দলৰ নেতৃত্ব লাভ কৰিবলৈ নূন্যতম ১২টা আসনৰ প্ৰয়োজন। বিজেপিৰ আসন বিতৰণ প্ৰসংগত মুখ্যমন্ত্ৰীয়ে জনায় যে, অগপৰ সৈতে আলোচনা চলি আছে আৰু বাকী থকা আসনসমূহৰ বিষয়েও সোনকালে সিদ্ধান্ত লোৱা হ'ব। বিপিএফৰ সৈতেও ২৮ ফেব্ৰুৱাৰীৰ ভিতৰত আলোচনা সম্পন্ন হ'ব। তেওঁ লগতে কয় যে, বিজেপিৰ কেন্দ্ৰীয় সংসদীয় বোৰ্ডে প্ৰাৰ্থী তালিকা চূড়ান্ত কৰিব। “আমাৰ বৰ্তমান ৬৩জন বিধায়ক আছে, গতিকে নতুন মুখ আৰু অভিজ্ঞ দুয়োটাৰে সংমিশ্ৰণ থাকিব।” মুখ্যমন্ত্ৰীয়ে কয় যে, যোৰহাটৰ বিজয় সমাৱেশৰ পিছত দলৰ সাংগঠনিক প্ৰস্তুতি সম্পূৰ্ণ হৈছে আৰু এতিয়া প্ৰচাৰৰ দায়িত্ব প্ৰতিজন কৰ্মীৰ। তেওঁ কয় যে, ৫,৫৬৮ গৰাকী যুৱক-যুৱতীৰ বাবে অনুদান প্ৰদান কৰিছে আৰু এই আঁচনিৰ জৰিয়তে প্ৰত্যেকৰে ১ লাখ টকাকৈ লাভ কৰিব। পিছত মুখ্যমন্ত্ৰী যোৰহাটত এখন সভাত ভাষণ দিয়ে। পশ্চিম যোৰহাট সমষ্টিৰ বিধায়ক আৰু কংগ্ৰেছৰ প্ৰাৰ্থী সম্পৰ্কে মুখ্যমন্ত্ৰীয়ে কয় যে, “গৌৰৱ গগৈক আমি সন্মান কৰোঁ কিন্তু তেওঁৰ দলটোৱে ৰাজ্যৰ উন্নয়নৰ পথত বাধা দি আহিছে।” তেওঁ লগতে কয় যে, ২০২৬ চনৰ নিৰ্বাচনত বিজেপিয়ে যোৰহাট জিলাৰ সকলো আসনতে জয়লাভ কৰিব বুলি আশা প্ৰকাশ কৰে। মুখ্যমন্ত্ৰীয়ে আৰু কয় যে, নিৰ্বাচনৰ আগতে এনে মন্তব্যই বিৰোধী শিবিৰত কোনো প্ৰতিক্ৰিয়াৰ সৃষ্টি কৰে, সেয়া সময়তে দেখা যাব। bbox=[146, 235, 474, 685]
headline: বিৰোধী দলপতিৰ পদ bbox=[160, 182, 460, 224]
headline: উত্তৰ-পূৰ্বৰ প্ৰথমখন মহিলা bbox=[171, 1532, 450, 1618]
